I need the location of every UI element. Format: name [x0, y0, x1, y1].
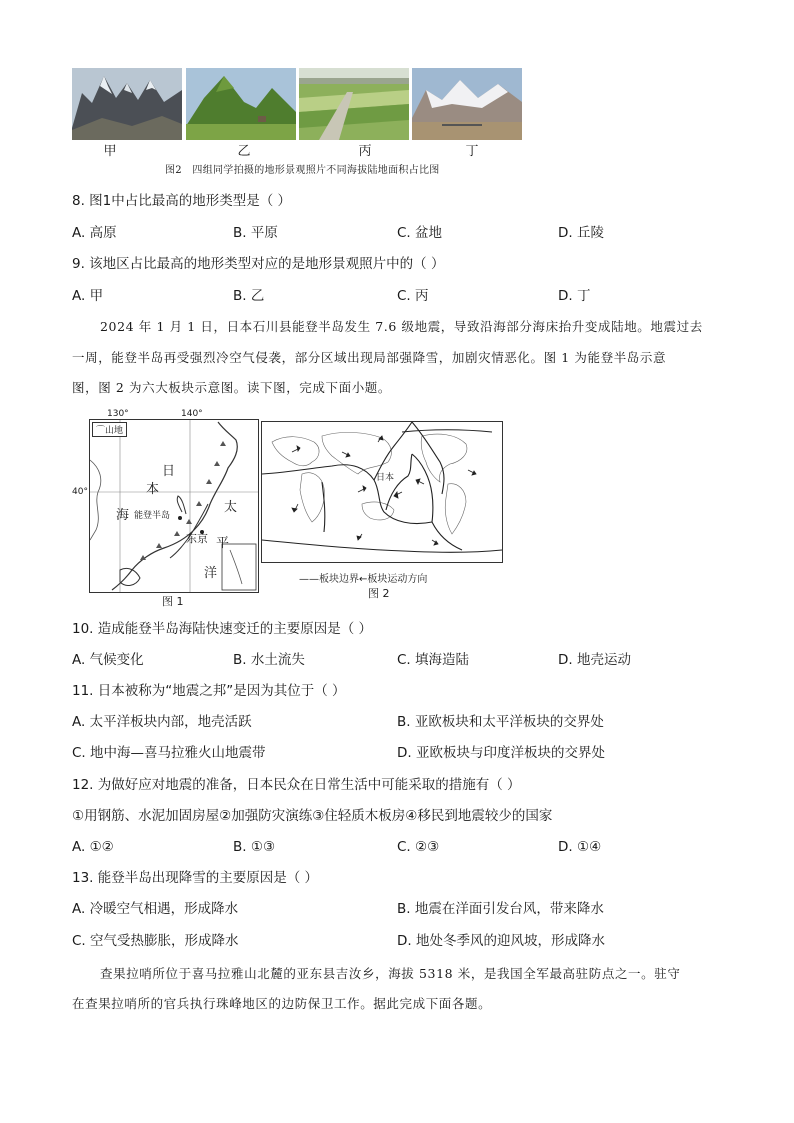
q13-option-c[interactable]: C. 空气受热膨胀，形成降水 [72, 933, 239, 949]
map1-label-tai: 太 [224, 500, 238, 515]
caption-text: 四组同学拍摄的地形景观照片不同海拔陆地面积占比图 [192, 165, 440, 176]
photo-label-ding: 丁 [465, 144, 479, 159]
map1-lat-40: 40° [72, 487, 88, 497]
question-13: 13. 能登半岛出现降雪的主要原因是（ ） [72, 870, 319, 886]
passage2-line1: 查果拉哨所位于喜马拉雅山北麓的亚东县吉汝乡，海拔 5318 米，是我国全军最高驻防点之一。驻守 [100, 966, 681, 981]
map1-label-tokyo: 东京 [186, 532, 208, 545]
map1-label-hai: 海 [116, 508, 130, 523]
map2-plates [261, 421, 503, 563]
map1-label-ri: 日 [162, 464, 176, 479]
photo-ding [412, 68, 522, 140]
q10-option-c[interactable]: C. 填海造陆 [397, 652, 470, 668]
photo-yi [186, 68, 296, 140]
map2-fig-label: 图 2 [368, 587, 390, 600]
photo-label-yi: 乙 [237, 144, 251, 159]
figure-caption [165, 161, 440, 176]
map1-lon-140: 140° [181, 409, 203, 419]
map1-fig-label: 图 1 [162, 595, 184, 608]
q11-option-d[interactable]: D. 亚欧板块与印度洋板块的交界处 [397, 745, 605, 761]
passage2-line2: 在查果拉哨所的官兵执行珠峰地区的边防保卫工作。据此完成下面各题。 [72, 996, 492, 1011]
caption-fig-number: 图2 [165, 165, 182, 176]
question-10: 10. 造成能登半岛海陆快速变迁的主要原因是（ ） [72, 621, 373, 637]
q13-option-d[interactable]: D. 地处冬季风的迎风坡，形成降水 [397, 933, 605, 949]
q10-option-d[interactable]: D. 地壳运动 [558, 652, 631, 668]
q9-option-a[interactable]: A. 甲 [72, 288, 104, 304]
q8-option-b[interactable]: B. 平原 [233, 225, 278, 241]
photo-bing [299, 68, 409, 140]
map1-label-ben: 本 [146, 482, 160, 497]
map2-legend-boundary: 板块边界 [319, 574, 359, 585]
map1-label-noto: 能登半岛 [134, 511, 171, 521]
map1-label-ping: 平 [216, 536, 230, 551]
map1-lon-130: 130° [107, 409, 129, 419]
q12-option-c[interactable]: C. ②③ [397, 839, 440, 855]
photo-label-jia: 甲 [103, 144, 117, 159]
map2-label-japan: 日本 [376, 473, 395, 483]
q12-option-d[interactable]: D. ①④ [558, 839, 602, 855]
map1-japan [89, 419, 259, 593]
q8-option-c[interactable]: C. 盆地 [397, 225, 443, 241]
boundary-line-icon: —— [299, 574, 319, 585]
question-8: 8. 图1中占比最高的地形类型是（ ） [72, 193, 292, 209]
q11-option-b[interactable]: B. 亚欧板块和太平洋板块的交界处 [397, 714, 604, 730]
photo-jia [72, 68, 182, 140]
map2-legend-direction: 板块运动方向 [367, 574, 428, 585]
q9-option-d[interactable]: D. 丁 [558, 288, 591, 304]
q11-option-a[interactable]: A. 太平洋板块内部，地壳活跃 [72, 714, 252, 730]
passage1-line2: 一周，能登半岛再受强烈冷空气侵袭，部分区域出现局部强降雪，加剧灾情恶化。图 1 为能登半岛示意 [72, 350, 667, 365]
mountain-legend-icon: ⌒ [96, 426, 106, 436]
question-9: 9. 该地区占比最高的地形类型对应的是地形景观照片中的（ ） [72, 256, 445, 272]
map1-label-yang: 洋 [204, 566, 218, 581]
q12-option-b[interactable]: B. ①③ [233, 839, 276, 855]
passage1-line1: 2024 年 1 月 1 日，日本石川县能登半岛发生 7.6 级地震，导致沿海部分海床抬升变成陆地。地震过去 [100, 319, 703, 334]
map1-legend-text: 山地 [105, 426, 124, 436]
q12-option-a[interactable]: A. ①② [72, 839, 114, 855]
q9-option-c[interactable]: C. 丙 [397, 288, 429, 304]
question-12: 12. 为做好应对地震的准备，日本民众在日常生活中可能采取的措施有（ ） [72, 777, 521, 793]
q12-statements: ①用钢筋、水泥加固房屋②加强防灾演练③住轻质木板房④移民到地震较少的国家 [72, 808, 553, 824]
passage1-line3: 图，图 2 为六大板块示意图。读下图，完成下面小题。 [72, 380, 392, 395]
q10-option-a[interactable]: A. 气候变化 [72, 652, 144, 668]
q11-option-c[interactable]: C. 地中海—喜马拉雅火山地震带 [72, 745, 266, 761]
map1-legend [92, 422, 127, 437]
map2-legend [299, 570, 427, 585]
q13-option-b[interactable]: B. 地震在洋面引发台风，带来降水 [397, 901, 604, 917]
direction-arrow-icon: ← [359, 574, 368, 585]
photo-label-bing: 丙 [358, 144, 372, 159]
q13-option-a[interactable]: A. 冷暖空气相遇，形成降水 [72, 901, 239, 917]
q10-option-b[interactable]: B. 水土流失 [233, 652, 305, 668]
q8-option-d[interactable]: D. 丘陵 [558, 225, 604, 241]
q9-option-b[interactable]: B. 乙 [233, 288, 265, 304]
question-11: 11. 日本被称为“地震之邦”是因为其位于（ ） [72, 683, 346, 699]
q8-option-a[interactable]: A. 高原 [72, 225, 117, 241]
